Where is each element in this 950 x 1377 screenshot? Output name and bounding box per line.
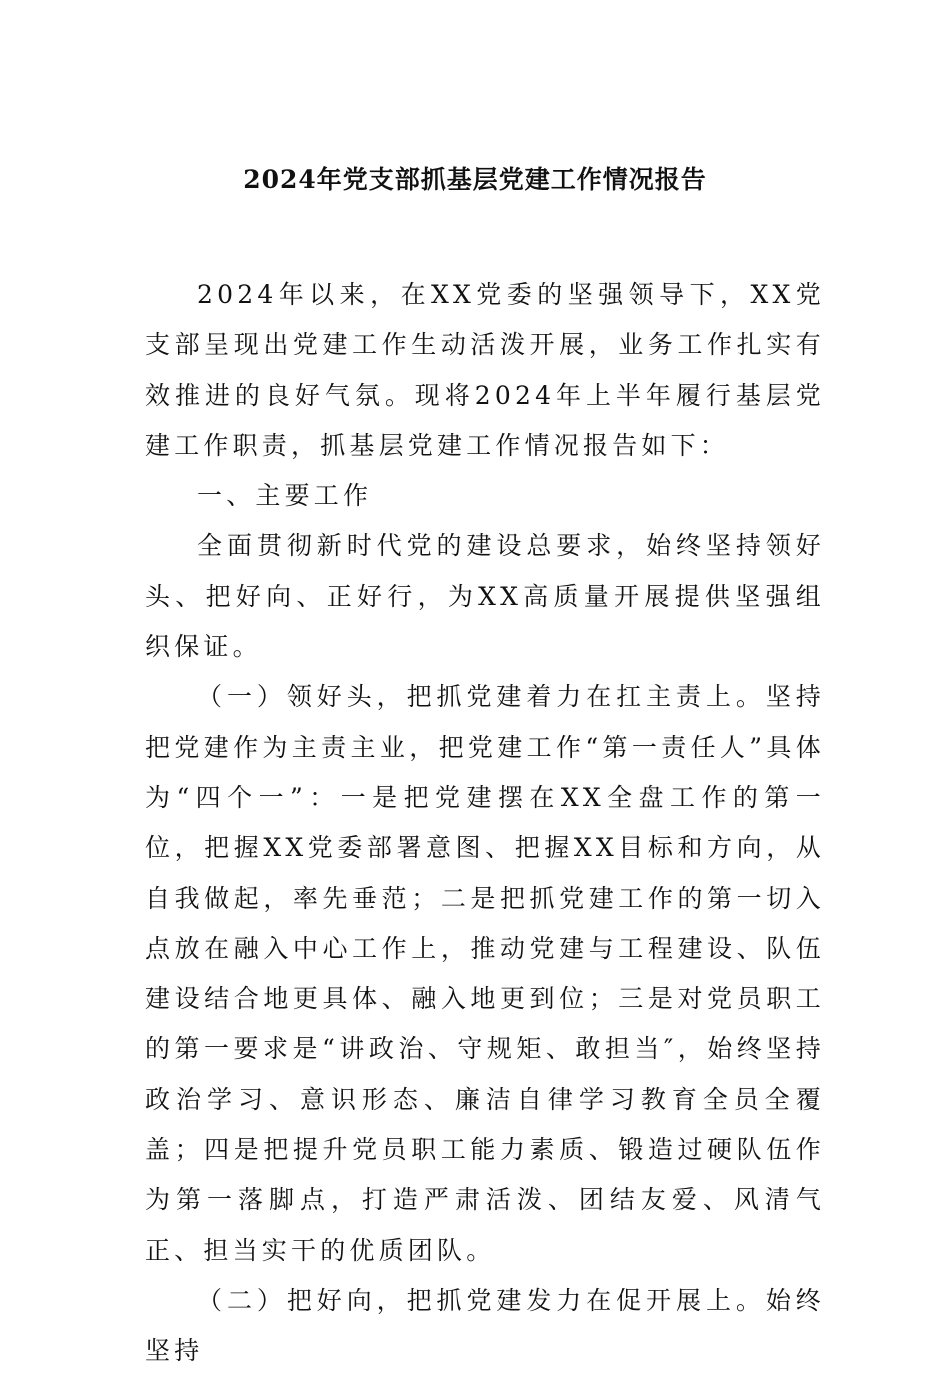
paragraph-overview: 全面贯彻新时代党的建设总要求，始终坚持领好头、把好向、正好行，为XX高质量开展提供坚强组织保证。: [145, 531, 825, 662]
paragraph-item-2: （二）把好向，把抓党建发力在促开展上。始终坚持: [145, 1285, 825, 1366]
section-heading-main-work: 一、主要工作: [197, 481, 373, 511]
paragraph-intro: 2024年以来，在XX党委的坚强领导下，XX党支部呈现出党建工作生动活泼开展，业务工作扎实有效推进的良好气氛。现将2024年上半年履行基层党建工作职责，抓基层党建工作情况报告如下：: [145, 280, 825, 460]
document-body: [145, 270, 825, 1377]
paragraph-item-1: （一）领好头，把抓党建着力在扛主责上。坚持把党建作为主责主业，把党建工作“第一责任人”具体为“四个一”：一是把党建摆在XX全盘工作的第一位，把握XX党委部署意图、把握XX目标和方向，从自我做起，率先垂范；二是把抓党建工作的第一切入点放在融入中心工作上，推动党建与工程建设、队伍建设结合地更具体、融入地更到位；三是对党员职工的第一要求是“讲政治、守规矩、敢担当″，始终坚持政治学习、意识形态、廉洁自律学习教育全员全覆盖；四是把提升党员职工能力素质、锻造过硬队伍作为第一落脚点，打造严肃活泼、团结友爱、风清气正、担当实干的优质团队。: [145, 682, 825, 1265]
document-title: 2024年党支部抓基层党建工作情况报告: [243, 165, 707, 194]
